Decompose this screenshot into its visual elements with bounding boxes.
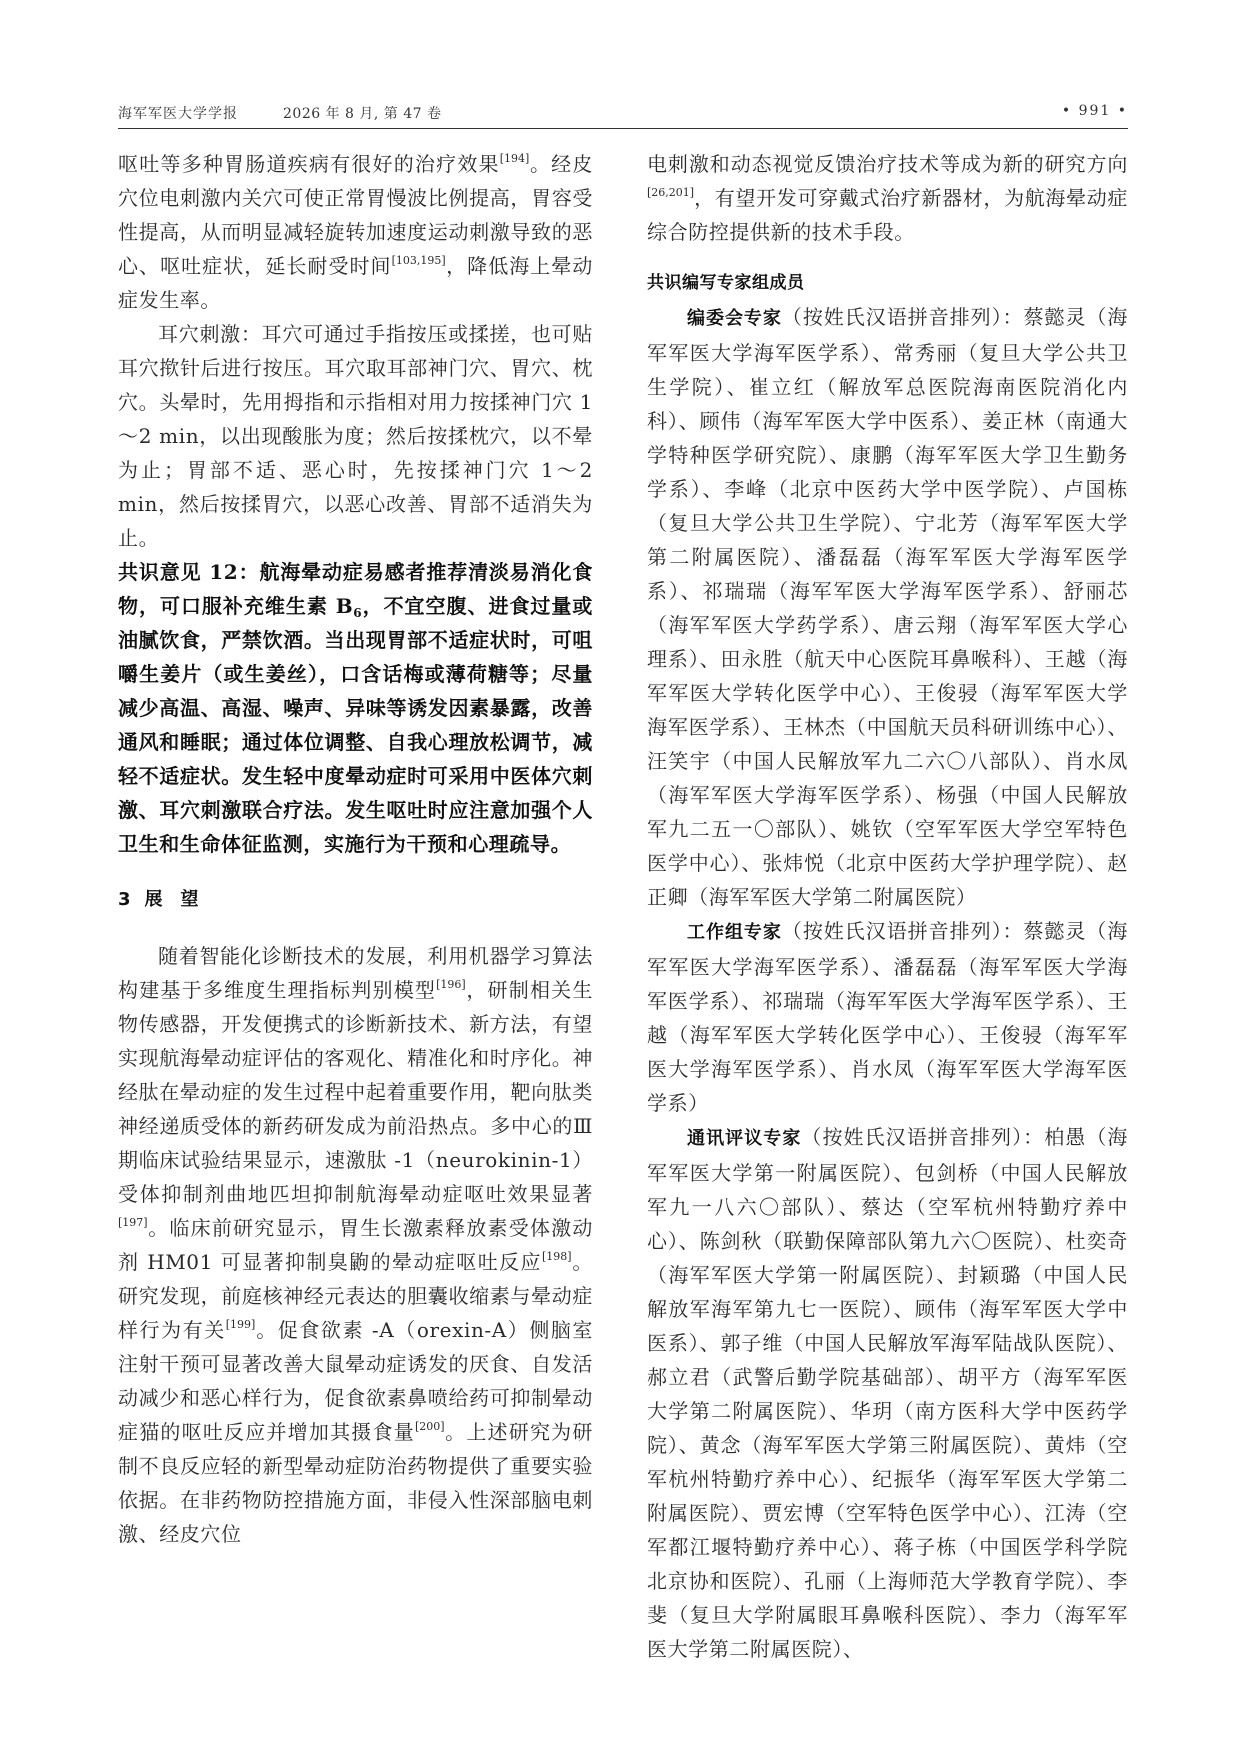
text-run: （按姓氏汉语拼音排列）：蔡懿灵（海军军医大学海军医学系）、常秀丽（复旦大学公共卫生学院）、崔立红（解放军总医院海南医院消化内科）、顾伟（海军军医大学中医系）、姜正林（南通大学特种医学研究院）、康鹏（海军军医大学卫生勤务学系）、李峰（北京中医药大学中医学院）、卢国栋（复旦大学公共卫生学院）、宁北芳（海军军医大学第二附属医院）、潘磊磊（海军军医大学海军医学系）、祁瑞瑞（海军军医大学海军医学系）、舒丽芯（海军军医大学药学系）、唐云翔（海军军医大学心理系）、田永胜（航天中心医院耳鼻喉科）、王越（海军军医大学转化医学中心）、王俊骎（海军军医大学海军医学系）、王林杰（中国航天员科研训练中心）、汪笑宇（中国人民解放军九二六〇八部队）、肖水凤（海军军医大学海军医学系）、杨强（中国人民解放军九二五一〇部队）、姚钦（空军军医大学空军特色医学中心）、张炜悦（北京中医药大学护理学院）、赵正卿（海军军医大学第二附属医院）	[647, 305, 1128, 909]
group-label: 工作组专家	[687, 922, 782, 943]
consensus-opinion-12	[118, 555, 593, 861]
left-column	[118, 147, 593, 1551]
citation: [198]	[541, 1250, 572, 1263]
citation: [26,201]	[647, 186, 695, 199]
text-run: （按姓氏汉语拼音排列）：蔡懿灵（海军军医大学海军医学系）、潘磊磊（海军军医大学海军医学系）、祁瑞瑞（海军军医大学海军医学系）、王越（海军军医大学转化医学中心）、王俊骎（海军军医大学海军医学系）、肖水凤（海军军医大学海军医学系）	[647, 919, 1128, 1115]
text-run: 共识意见 12：航海晕动症易感者推荐清淡易消化食物，可口服补充维生素 B	[118, 560, 593, 618]
text-run: ，降低海上晕动症发生率。	[118, 254, 593, 312]
section-title: 展望	[144, 889, 217, 910]
text-run: ，不宜空腹、进食过量或油腻饮食，严禁饮酒。当出现胃部不适症状时，可咀嚼生姜片（或生姜丝），口含话梅或薄荷糖等；尽量减少高温、高湿、噪声、异味等诱发因素暴露，改善通风和睡眠；通过体位调整、自我心理放松调节，减轻不适症状。发生轻中度晕动症时可采用中医体穴刺激、耳穴刺激联合疗法。发生呕吐时应注意加强个人卫生和生命体征监测，实施行为干预和心理疏导。	[118, 594, 593, 856]
citation: [200]	[414, 1420, 445, 1433]
text-run: ，研制相关生物传感器，开发便携式的诊断新技术、新方法，有望实现航海晕动症评估的客观化、精准化和时序化。神经肽在晕动症的发生过程中起着重要作用，靶向肽类神经递质受体的新药研发成为前沿热点。多中心的Ⅲ期临床试验结果显示，速激肽 -1（neurokinin-1）受体抑制剂曲地匹坦抑制航海晕动症呕吐效果显著	[118, 978, 593, 1206]
text-run: 。经皮穴位电刺激内关穴可使正常胃慢波比例提高，胃容受性提高，从而明显减轻旋转加速度运动刺激导致的恶心、呕吐症状，延长耐受时间	[118, 152, 593, 278]
citation: [197]	[118, 1216, 148, 1229]
text-run: 呕吐等多种胃肠道疾病有很好的治疗效果	[118, 152, 500, 176]
text-run: 。上述研究为研制不良反应轻的新型晕动症防治药物提供了重要实验依据。在非药物防控措施方面，非侵入性深部脑电刺激、经皮穴位	[118, 1420, 593, 1546]
journal-title: 海军军医大学学报	[118, 106, 238, 122]
paragraph-ear-acupoint: 耳穴刺激：耳穴可通过手指按压或揉搓，也可贴耳穴揿针后进行按压。耳穴取耳部神门穴、胃穴、枕穴。头晕时，先用拇指和示指相对用力按揉神门穴 1～2 min，以出现酸胀为度；然后按揉枕穴，以不晕为止；胃部不适、恶心时，先按揉神门穴 1～2 min，然后按揉胃穴，以恶心改善、胃部不适消失为止。	[118, 322, 593, 550]
issue-info: 2026 年 8 月, 第 47 卷	[283, 106, 442, 122]
text-run: 。促食欲素 -A（orexin-A）侧脑室注射干预可显著改善大鼠晕动症诱发的厌食、自发活动减少和恶心样行为，促食欲素鼻喷给药可抑制晕动症猫的呕吐反应并增加其摄食量	[118, 1318, 594, 1444]
section-number: 3	[118, 889, 131, 910]
text-run: 随着智能化诊断技术的发展，利用机器学习算法构建基于多维度生理指标判别模型	[118, 944, 593, 1002]
section-heading	[118, 883, 593, 917]
group-label: 通讯评议专家	[687, 1128, 802, 1149]
page-number: • 991 •	[1061, 103, 1128, 119]
text-run: 。研究发现，前庭核神经元表达的胆囊收缩素与晕动症样行为有关	[118, 1250, 593, 1342]
right-column	[647, 147, 1128, 1666]
editorial-committee	[647, 300, 1128, 914]
paragraph-outlook	[118, 939, 593, 1551]
group-label: 编委会专家	[687, 308, 782, 329]
citation: [194]	[499, 152, 530, 165]
working-group	[647, 914, 1128, 1120]
citation: [103,195]	[391, 254, 446, 267]
text-run: 电刺激和动态视觉反馈治疗技术等成为新的研究方向	[647, 152, 1128, 176]
running-header	[118, 101, 1128, 129]
text-run: ，有望开发可穿戴式治疗新器材，为航海晕动症综合防控提供新的技术手段。	[647, 186, 1128, 244]
subscript: 6	[353, 606, 363, 620]
text-run: （按姓氏汉语拼音排列）：柏愚（海军军医大学第一附属医院）、包剑桥（中国人民解放军九一八六〇部队）、蔡达（空军杭州特勤疗养中心）、陈剑秋（联勤保障部队第九六〇医院）、杜奕奇（海军军医大学第一附属医院）、封颖璐（中国人民解放军海军第九七一医院）、顾伟（海军军医大学中医系）、郭子维（中国人民解放军海军陆战队医院）、郝立君（武警后勤学院基础部）、胡平方（海军军医大学第二附属医院）、华玥（南方医科大学中医药学院）、黄念（海军军医大学第三附属医院）、黄炜（空军杭州特勤疗养中心）、纪振华（海军军医大学第二附属医院）、贾宏博（空军特色医学中心）、江涛（空军都江堰特勤疗养中心）、蒋子栋（中国医学科学院北京协和医院）、孔丽（上海师范大学教育学院）、李斐（复旦大学附属眼耳鼻喉科医院）、李力（海军军医大学第二附属医院）、	[647, 1125, 1128, 1661]
citation: [196]	[436, 978, 466, 991]
citation: [199]	[225, 1318, 256, 1331]
paragraph-treatment-effect	[118, 147, 593, 317]
paragraph-continued	[647, 147, 1128, 249]
review-experts	[647, 1120, 1128, 1666]
experts-heading: 共识编写专家组成员	[647, 273, 805, 293]
text-run: 。临床前研究显示，胃生长激素释放素受体激动剂 HM01 可显著抑制臭鼩的晕动症呕吐反应	[118, 1216, 593, 1274]
